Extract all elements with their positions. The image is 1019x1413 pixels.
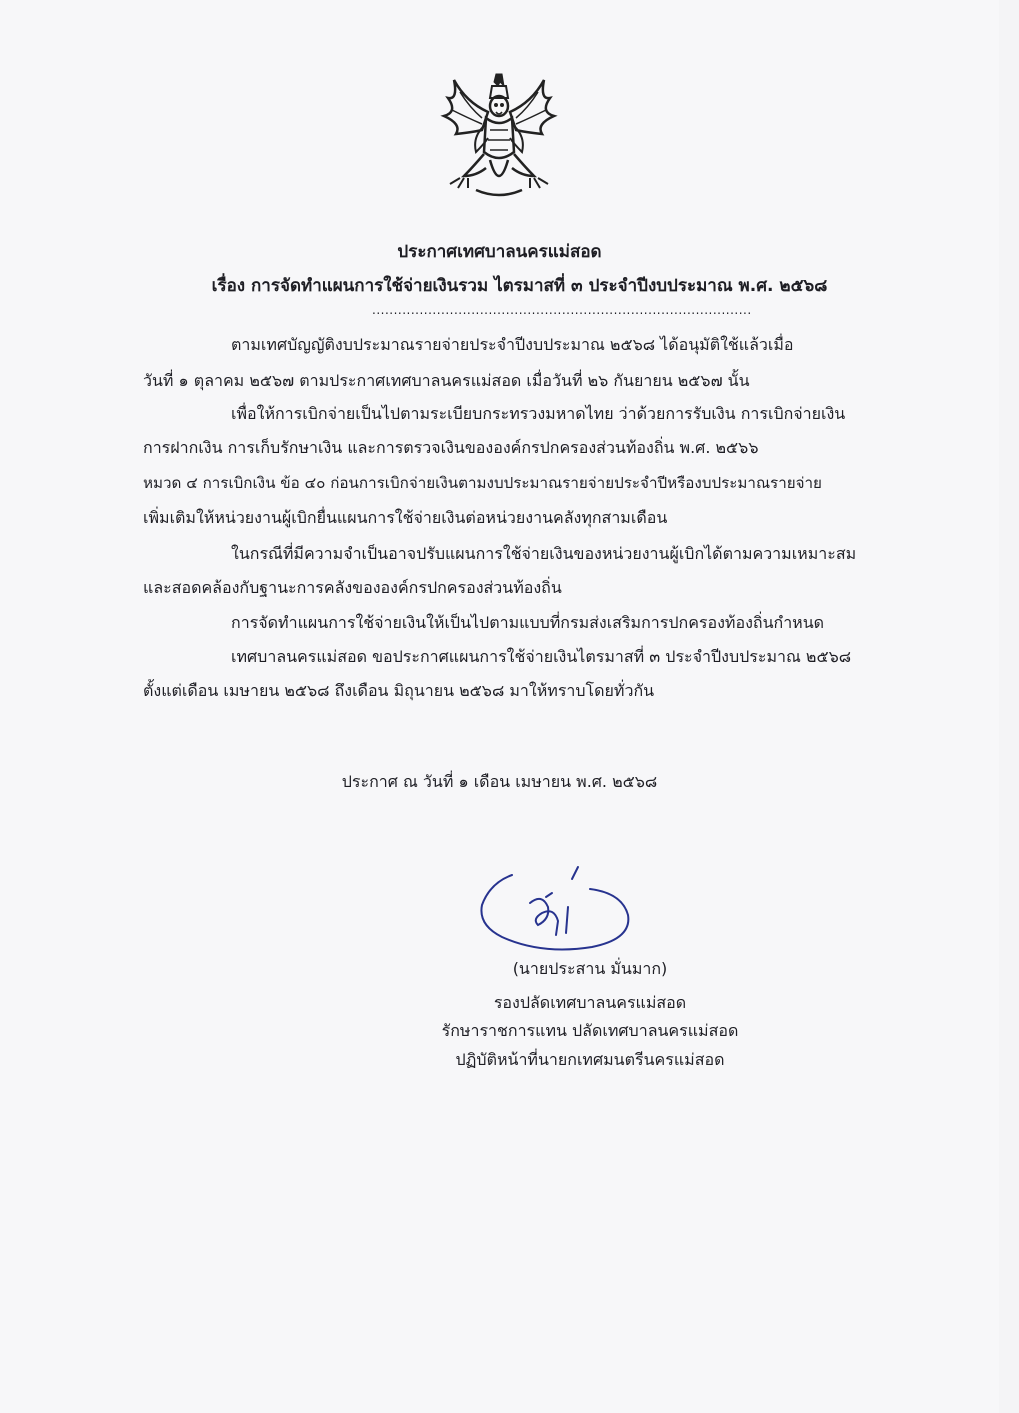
announcement-date: ประกาศ ณ วันที่ ๑ เดือน เมษายน พ.ศ. ๒๕๖๘	[341, 772, 658, 791]
body-line: หมวด ๔ การเบิกเงิน ข้อ ๔๐ ก่อนการเบิกจ่ายเงินตามงบประมาณรายจ่ายประจำปีหรืองบประมาณรายจ่าย	[143, 474, 822, 492]
announcement-title: ประกาศเทศบาลนครแม่สอด	[397, 242, 602, 262]
handwritten-signature-icon	[472, 863, 638, 955]
body-line: ตั้งแต่เดือน เมษายน ๒๕๖๘ ถึงเดือน มิถุนายน ๒๕๖๘ มาให้ทราบโดยทั่วกัน	[143, 681, 655, 700]
body-line: และสอดคล้องกับฐานะการคลังขององค์กรปกครองส่วนท้องถิ่น	[143, 578, 562, 597]
body-line: การฝากเงิน การเก็บรักษาเงิน และการตรวจเงินขององค์กรปกครองส่วนท้องถิ่น พ.ศ. ๒๕๖๖	[143, 438, 759, 457]
body-line: ตามเทศบัญญัติงบประมาณรายจ่ายประจำปีงบประมาณ ๒๕๖๘ ได้อนุมัติใช้แล้วเมื่อ	[231, 335, 794, 354]
separator-dots: ........................................................................................	[372, 303, 752, 317]
announcement-subject: เรื่อง การจัดทำแผนการใช้จ่ายเงินรวม ไตรมาสที่ ๓ ประจำปีงบประมาณ พ.ศ. ๒๕๖๘	[211, 276, 828, 296]
body-line: เพื่อให้การเบิกจ่ายเป็นไปตามระเบียบกระทรวงมหาดไทย ว่าด้วยการรับเงิน การเบิกจ่ายเงิน	[231, 404, 846, 423]
body-line: เทศบาลนครแม่สอด ขอประกาศแผนการใช้จ่ายเงินไตรมาสที่ ๓ ประจำปีงบประมาณ ๒๕๖๘	[231, 647, 852, 666]
signer-name: (นายประสาน มั่นมาก)	[512, 959, 668, 978]
signer-position-2: รักษาราชการแทน ปลัดเทศบาลนครแม่สอด	[441, 1021, 739, 1040]
body-line: การจัดทำแผนการใช้จ่ายเงินให้เป็นไปตามแบบที่กรมส่งเสริมการปกครองท้องถิ่นกำหนด	[231, 613, 825, 632]
body-line: เพิ่มเติมให้หน่วยงานผู้เบิกยื่นแผนการใช้จ่ายเงินต่อหน่วยงานคลังทุกสามเดือน	[143, 508, 668, 527]
signer-position-1: รองปลัดเทศบาลนครแม่สอด	[493, 993, 687, 1012]
signer-position-3: ปฏิบัติหน้าที่นายกเทศมนตรีนครแม่สอด	[455, 1050, 725, 1069]
body-line: วันที่ ๑ ตุลาคม ๒๕๖๗ ตามประกาศเทศบาลนครแม่สอด เมื่อวันที่ ๒๖ กันยายน ๒๕๖๗ นั้น	[143, 371, 750, 390]
body-line: ในกรณีที่มีความจำเป็นอาจปรับแผนการใช้จ่ายเงินของหน่วยงานผู้เบิกได้ตามความเหมาะสม	[231, 544, 857, 563]
garuda-emblem-icon	[436, 72, 562, 202]
